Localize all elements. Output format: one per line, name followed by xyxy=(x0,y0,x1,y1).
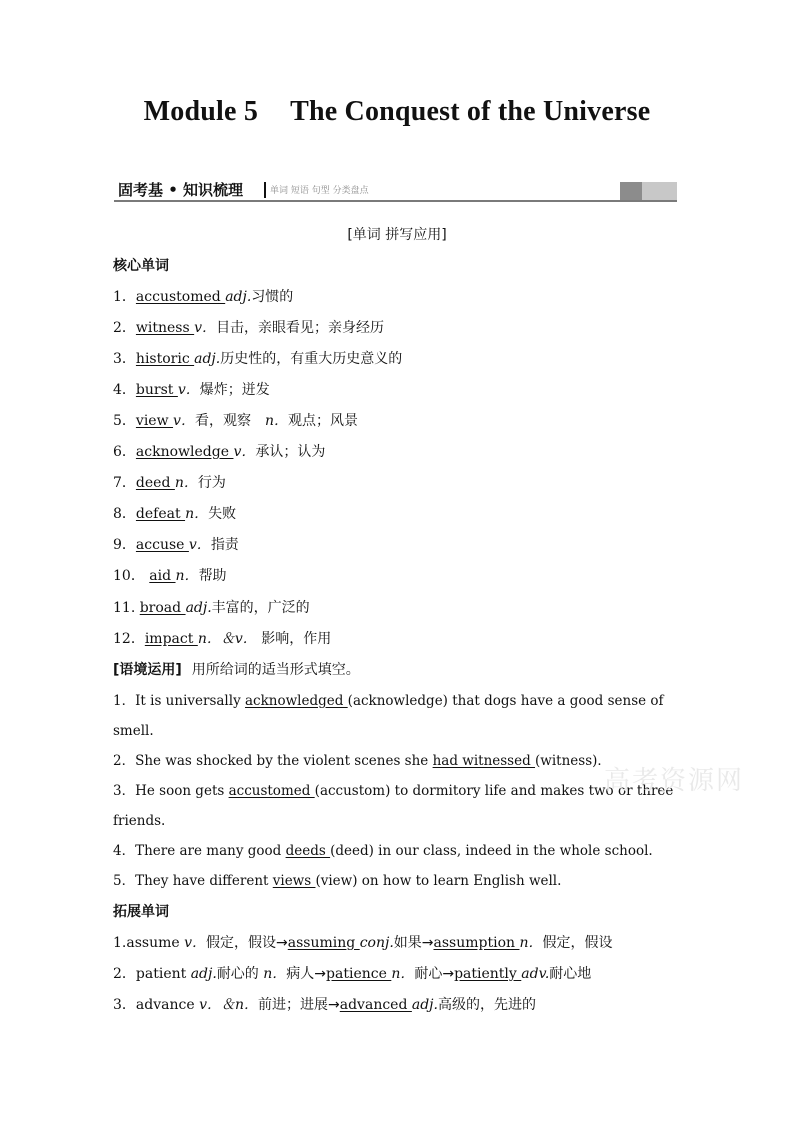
list-item: 8．defeat n．失败 xyxy=(113,506,237,522)
exercise-sentence-5: 5．They have different views (view) on how to learn English well. xyxy=(113,873,562,889)
banner-divider xyxy=(264,182,266,198)
banner-subtitle: 单词 短语 句型 分类盘点 xyxy=(270,186,369,196)
watermark: 高考资源网 xyxy=(604,766,745,796)
exercise-sentence-1: 1．It is universally acknowledged (acknowledge) that dogs have a good sense of xyxy=(113,693,664,709)
banner-light-block xyxy=(642,182,677,200)
exercise-sentence-4: 4．There are many good deeds (deed) in our class, indeed in the whole school. xyxy=(113,843,653,859)
list-item: 12．impact n．＆v． 影响，作用 xyxy=(113,631,332,647)
banner-dark-block xyxy=(620,182,642,200)
module-topic: The Conquest of the Universe xyxy=(290,96,651,127)
list-item: 4．burst v．爆炸；迸发 xyxy=(113,382,270,398)
banner-title: 固考基 • 知识梳理 xyxy=(118,181,244,199)
expand-row-1: 1.assume v．假定，假设→assuming conj.如果→assumption n．假定，假设 xyxy=(113,935,613,951)
list-item: 1．accustomed adj.习惯的 xyxy=(113,289,294,305)
list-item: 6．acknowledge v．承认；认为 xyxy=(113,444,326,460)
exercise-sentence-3: 3．He soon gets accustomed (accustom) to dormitory life and makes two or three xyxy=(113,783,674,799)
expand-row-3: 3．advance v．＆n．前进；进展→advanced adj.高级的，先进的 xyxy=(113,997,536,1013)
list-item: 11. broad adj.丰富的，广泛的 xyxy=(113,600,310,616)
module-number: Module 5 xyxy=(143,96,259,127)
expanded-words-heading: 拓展单词 xyxy=(113,904,169,920)
list-item: 5．view v．看，观察 n．观点；风景 xyxy=(113,413,358,429)
exercise-sentence-3-cont: friends. xyxy=(113,813,166,829)
section-heading: [单词 拼写应用] xyxy=(347,227,447,243)
page-title xyxy=(0,96,794,128)
list-item: 2．witness v．目击，亲眼看见；亲身经历 xyxy=(113,320,385,336)
expand-row-2: 2．patient adj.耐心的 n．病人→patience n．耐心→patiently adv.耐心地 xyxy=(113,966,592,982)
list-item: 7．deed n．行为 xyxy=(113,475,226,491)
section-banner xyxy=(114,180,677,202)
core-words-heading: 核心单词 xyxy=(113,258,169,274)
list-item: 3．historic adj.历史性的，有重大历史意义的 xyxy=(113,351,403,367)
context-heading-row: [语境运用] 用所给词的适当形式填空。 xyxy=(113,662,360,678)
list-item: 10． aid n．帮助 xyxy=(113,568,227,584)
banner-rule xyxy=(114,200,677,202)
exercise-sentence-2: 2．She was shocked by the violent scenes she had witnessed (witness)． xyxy=(113,753,611,769)
exercise-sentence-1-cont: smell. xyxy=(113,723,154,739)
list-item: 9．accuse v．指责 xyxy=(113,537,239,553)
